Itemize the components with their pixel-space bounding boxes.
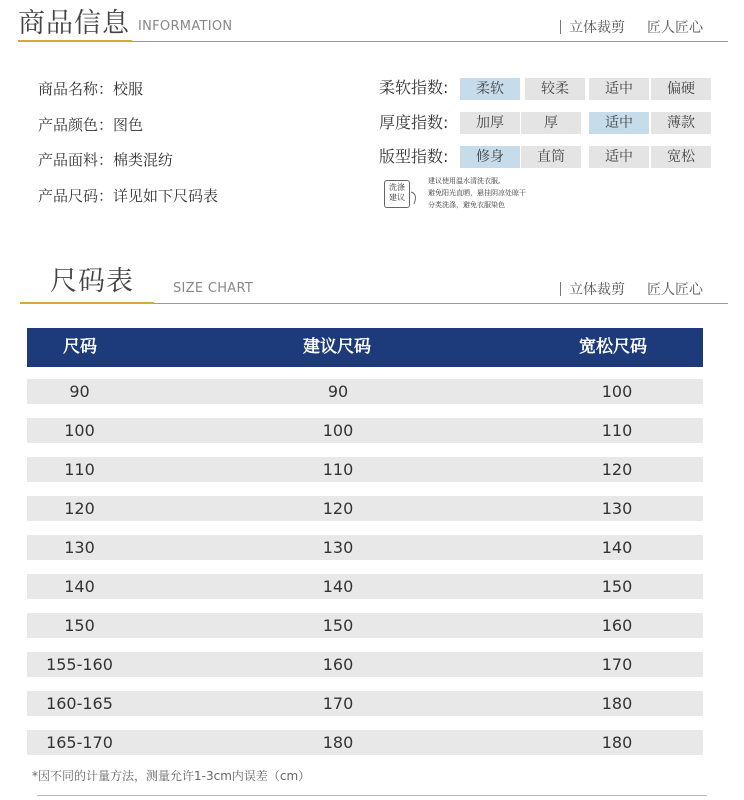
info-section-divider bbox=[132, 41, 728, 42]
cell-recommended: 130 bbox=[322, 538, 354, 557]
wash-line-2: 避免阳光直晒，悬挂阴凉处晾干 bbox=[428, 189, 526, 197]
info-section-slogan bbox=[560, 20, 703, 35]
product-fabric: 产品面料：棉类混纺 bbox=[38, 151, 174, 169]
cell-size: 90 bbox=[69, 382, 90, 401]
cell-loose: 140 bbox=[601, 538, 633, 557]
cell-size: 140 bbox=[64, 577, 95, 596]
product-color: 产品颜色：图色 bbox=[38, 116, 144, 134]
size-section-title: 尺码表 bbox=[50, 266, 134, 297]
cell-size: 155-160 bbox=[46, 655, 113, 674]
fit-index-label: 版型指数: bbox=[379, 147, 449, 166]
table-row bbox=[27, 496, 703, 521]
header-size: 尺码 bbox=[63, 337, 97, 357]
slogan-2: 匠人匠心 bbox=[647, 282, 703, 298]
softness-option: 适中 bbox=[589, 78, 649, 100]
cell-recommended: 180 bbox=[322, 733, 354, 752]
header-recommended-size: 建议尺码 bbox=[303, 337, 371, 357]
cell-loose: 150 bbox=[601, 577, 633, 596]
size-section-divider bbox=[154, 303, 728, 304]
info-section-accent bbox=[18, 40, 132, 42]
slogan-divider bbox=[560, 282, 561, 296]
size-section-slogan bbox=[560, 282, 703, 297]
cell-size: 110 bbox=[64, 460, 95, 479]
cell-recommended: 90 bbox=[327, 382, 349, 401]
product-size: 产品尺码：详见如下尺码表 bbox=[38, 187, 219, 205]
cell-loose: 100 bbox=[601, 382, 633, 401]
cell-recommended: 100 bbox=[322, 421, 354, 440]
info-section-subtitle: INFORMATION bbox=[138, 19, 233, 34]
wash-advice-icon bbox=[384, 180, 410, 208]
cell-recommended: 170 bbox=[322, 694, 354, 713]
table-row bbox=[27, 535, 703, 560]
table-row bbox=[27, 613, 703, 638]
product-name: 商品名称：校服 bbox=[38, 80, 144, 98]
cell-recommended: 140 bbox=[322, 577, 354, 596]
wash-icon-line2: 建议 bbox=[389, 193, 405, 202]
info-section-title: 商品信息 bbox=[18, 8, 130, 39]
softness-index-label: 柔软指数: bbox=[379, 78, 449, 97]
size-table-header bbox=[27, 328, 703, 367]
thickness-option: 薄款 bbox=[651, 112, 711, 134]
cell-recommended: 150 bbox=[322, 616, 354, 635]
thickness-index-label: 厚度指数: bbox=[379, 113, 449, 132]
table-row bbox=[27, 691, 703, 716]
cell-loose: 160 bbox=[601, 616, 633, 635]
cell-size: 150 bbox=[64, 616, 95, 635]
table-row bbox=[27, 418, 703, 443]
slogan-1: 立体裁剪 bbox=[569, 282, 625, 298]
thickness-option: 厚 bbox=[521, 112, 581, 134]
fit-option: 直筒 bbox=[521, 146, 581, 168]
wash-line-3: 分类洗涤，避免衣服染色 bbox=[428, 201, 505, 209]
table-row bbox=[27, 457, 703, 482]
cell-loose: 110 bbox=[601, 421, 633, 440]
cell-recommended: 160 bbox=[322, 655, 354, 674]
cell-size: 120 bbox=[64, 499, 95, 518]
slogan-2: 匠人匠心 bbox=[647, 20, 703, 36]
thickness-option: 适中 bbox=[589, 112, 649, 134]
cell-recommended: 120 bbox=[322, 499, 354, 518]
slogan-1: 立体裁剪 bbox=[569, 20, 625, 36]
cell-recommended: 110 bbox=[322, 460, 354, 479]
softness-option: 较柔 bbox=[525, 78, 585, 100]
table-row bbox=[27, 652, 703, 677]
cell-size: 160-165 bbox=[46, 694, 113, 713]
wash-line-1: 建议使用温水清洗衣服, bbox=[428, 177, 501, 185]
softness-option: 偏硬 bbox=[651, 78, 711, 100]
wash-icon-line1: 洗涤 bbox=[389, 183, 405, 192]
size-section-accent bbox=[20, 302, 154, 304]
softness-option: 柔软 bbox=[460, 78, 520, 100]
cell-loose: 130 bbox=[601, 499, 633, 518]
cell-size: 130 bbox=[64, 538, 95, 557]
cell-loose: 120 bbox=[601, 460, 633, 479]
fit-option: 修身 bbox=[460, 146, 520, 168]
cell-loose: 180 bbox=[601, 733, 633, 752]
fit-option: 宽松 bbox=[651, 146, 711, 168]
size-section-subtitle: SIZE CHART bbox=[173, 281, 254, 296]
table-row bbox=[27, 574, 703, 599]
cell-loose: 180 bbox=[601, 694, 633, 713]
header-loose-size: 宽松尺码 bbox=[579, 337, 647, 357]
bottom-divider bbox=[37, 795, 707, 796]
table-row bbox=[27, 730, 703, 755]
table-row bbox=[27, 379, 703, 404]
thickness-option: 加厚 bbox=[460, 112, 520, 134]
measurement-note: *因不同的计量方法，测量允许1-3cm内误差（cm） bbox=[32, 769, 311, 783]
cell-size: 165-170 bbox=[46, 733, 113, 752]
slogan-divider bbox=[560, 20, 561, 34]
cell-size: 100 bbox=[64, 421, 95, 440]
fit-option: 适中 bbox=[589, 146, 649, 168]
wash-pointer-icon bbox=[410, 190, 424, 206]
cell-loose: 170 bbox=[601, 655, 633, 674]
